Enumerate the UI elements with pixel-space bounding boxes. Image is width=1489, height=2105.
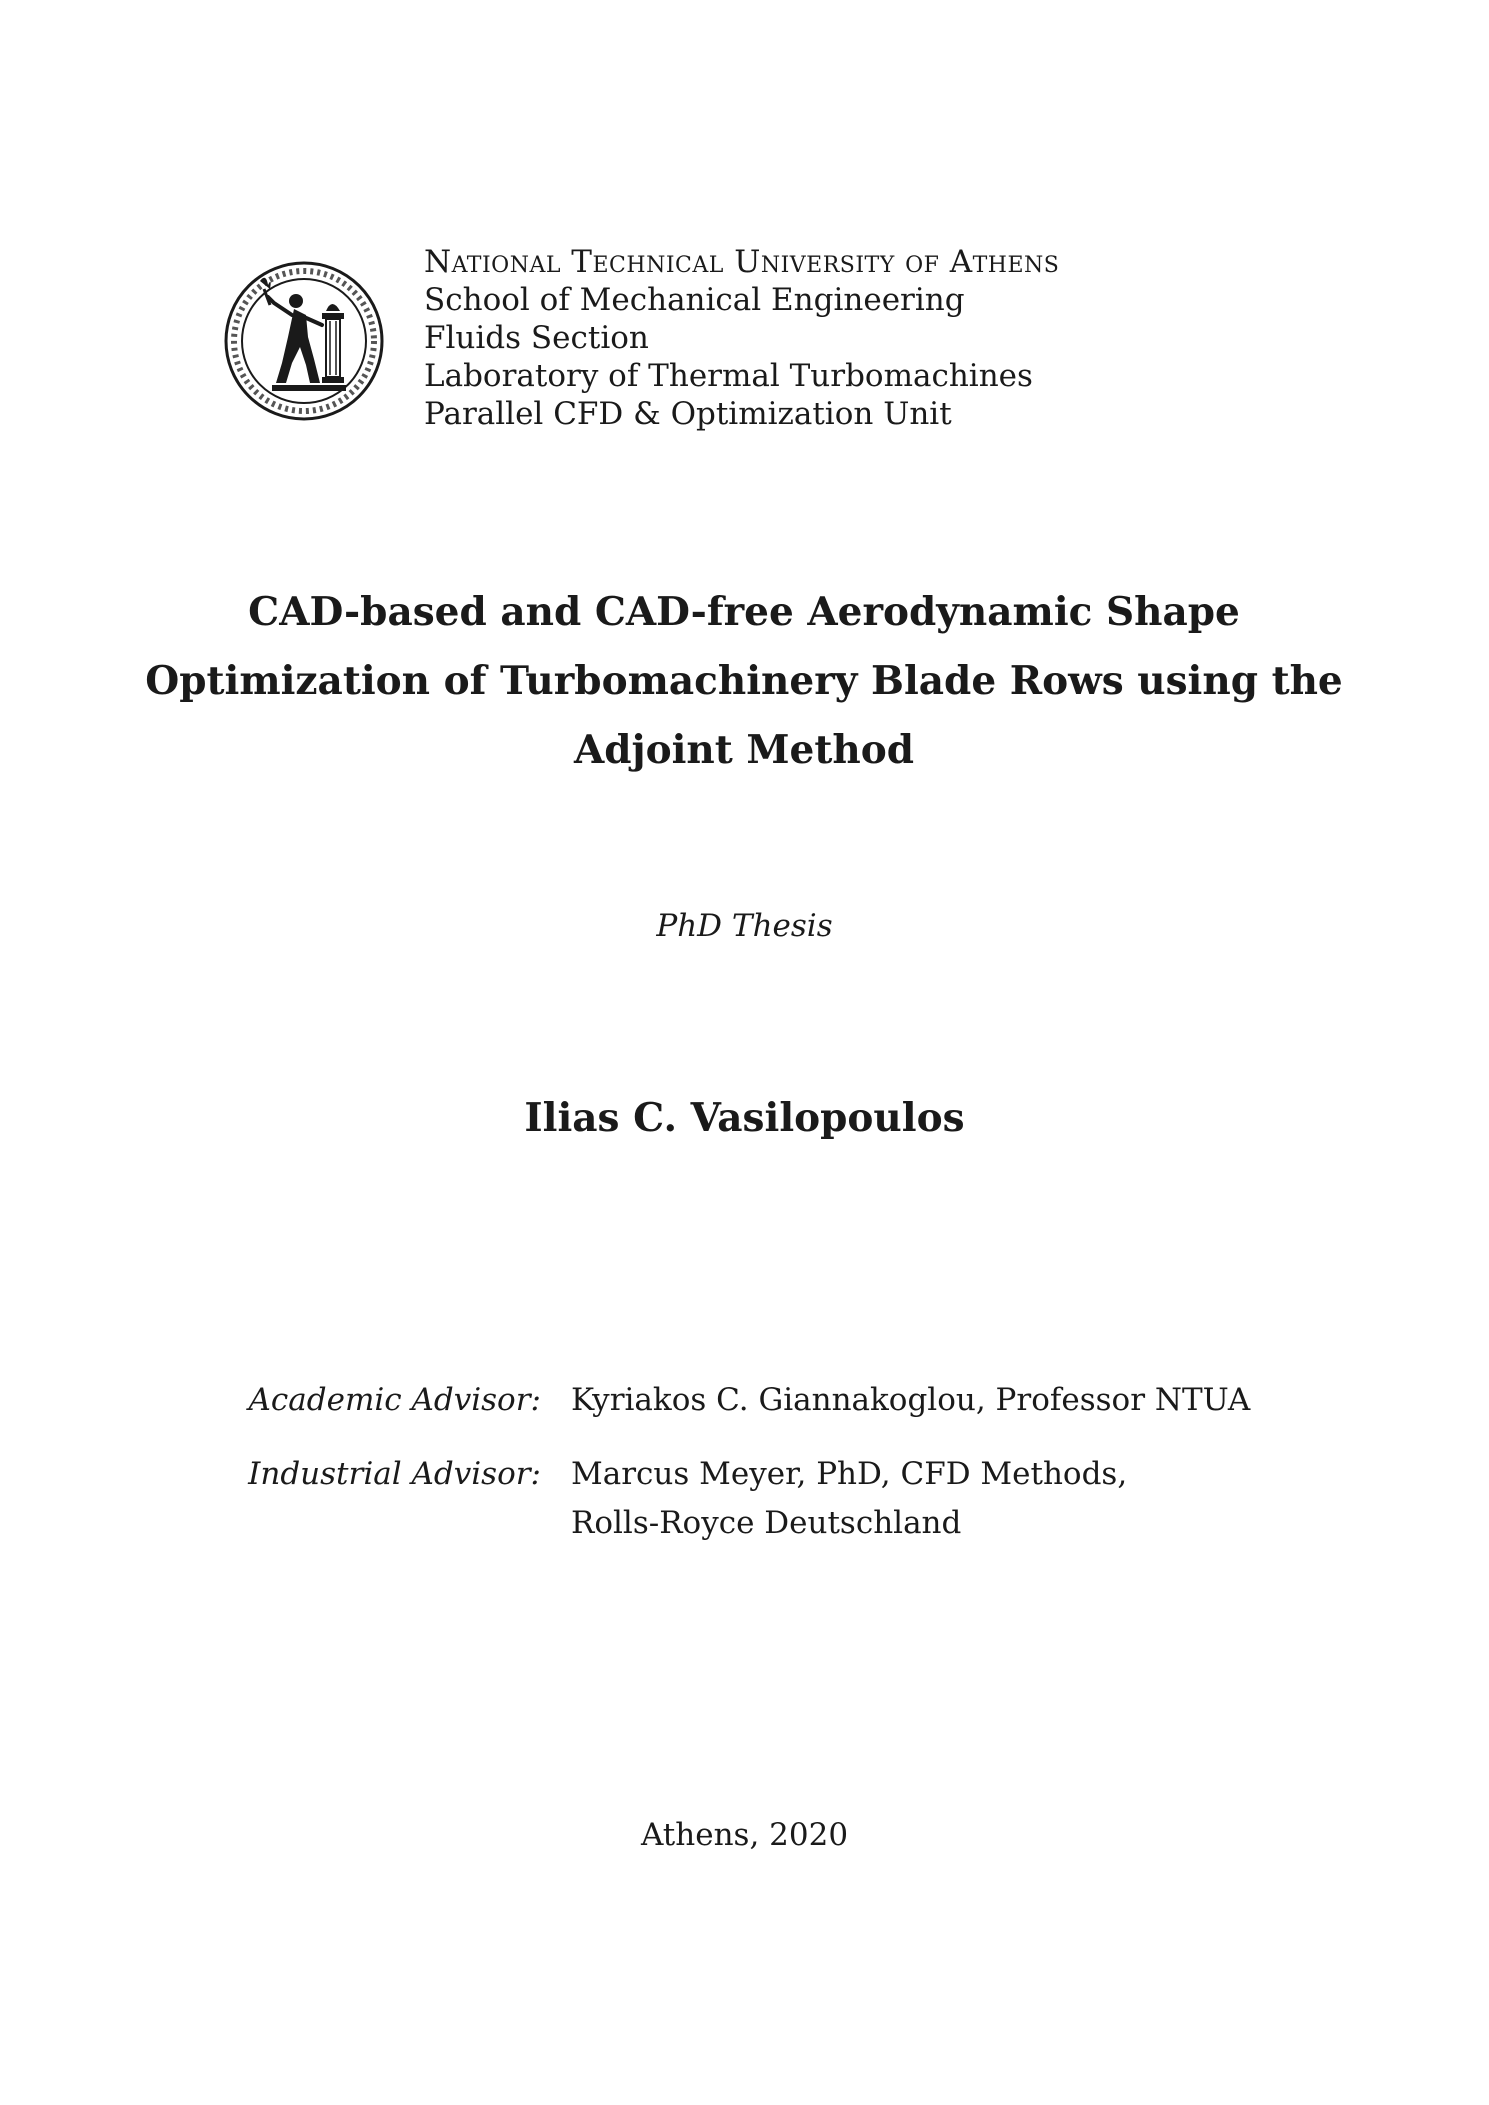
advisor-label: Industrial Advisor:: [248, 1456, 541, 1492]
advisor-value-line: Kyriakos C. Giannakoglou, Professor NTUA: [571, 1382, 1251, 1418]
thesis-title: [144, 578, 1344, 785]
advisor-value: [571, 1378, 1250, 1422]
section-name: Fluids Section: [424, 320, 649, 356]
university-name: National Technical University of Athens: [424, 244, 1060, 280]
institution-header: [222, 243, 1222, 443]
advisor-value-line: Marcus Meyer, PhD, CFD Methods,: [571, 1456, 1128, 1492]
place-and-date: Athens, 2020: [640, 1817, 849, 1853]
school-name: School of Mechanical Engineering: [424, 282, 965, 318]
unit-name: Parallel CFD & Optimization Unit: [424, 396, 952, 432]
advisor-label: Academic Advisor:: [248, 1382, 541, 1418]
industrial-advisor-row: [0, 1452, 1489, 1582]
thesis-title-line: Optimization of Turbomachinery Blade Rows using the: [145, 658, 1343, 704]
thesis-title-line: Adjoint Method: [573, 727, 915, 773]
academic-advisor-row: [0, 1378, 1489, 1452]
author-name: Ilias C. Vasilopoulos: [524, 1095, 965, 1141]
laboratory-name: Laboratory of Thermal Turbomachines: [424, 358, 1033, 394]
advisor-value: [571, 1452, 1127, 1550]
thesis-title-line: CAD-based and CAD-free Aerodynamic Shape: [248, 589, 1240, 635]
advisors-block: [0, 1378, 1489, 1582]
advisor-value-line: Rolls-Royce Deutschland: [571, 1505, 962, 1541]
institution-lines: [424, 243, 1059, 433]
document-type: PhD Thesis: [656, 908, 833, 944]
ntua-seal-icon: [222, 259, 386, 423]
